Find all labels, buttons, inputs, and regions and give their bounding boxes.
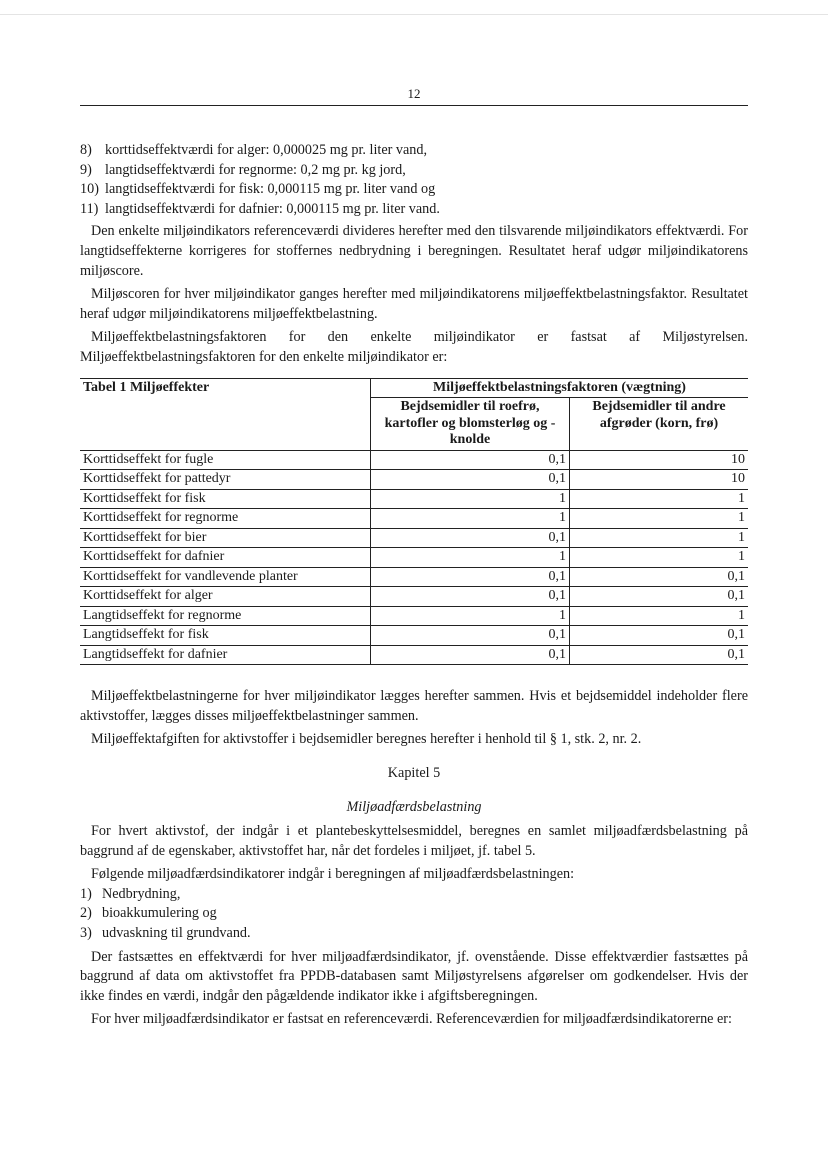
table-row [80, 509, 748, 529]
cell-value: 0,1 [371, 645, 570, 665]
list-number: 8) [80, 142, 92, 158]
list-item [80, 885, 748, 905]
cell-value: 0,1 [371, 528, 570, 548]
list-text: langtidseffektværdi for fisk: 0,000115 mg pr. liter vand og [105, 181, 436, 198]
row-label: Korttidseffekt for fugle [80, 450, 371, 470]
table-row [80, 606, 748, 626]
cell-value: 1 [371, 606, 570, 626]
table-row [80, 470, 748, 490]
table-title: Tabel 1 Miljøeffekter [80, 378, 371, 450]
list-item [80, 924, 748, 944]
cell-value: 1 [570, 548, 749, 568]
cell-value: 1 [371, 489, 570, 509]
row-label: Korttidseffekt for pattedyr [80, 470, 371, 490]
list-text: langtidseffektværdi for regnorme: 0,2 mg pr. kg jord, [105, 161, 406, 178]
row-label: Korttidseffekt for fisk [80, 489, 371, 509]
cell-value: 0,1 [371, 626, 570, 646]
page-number: 12 [407, 86, 421, 101]
list-number: 3) [80, 924, 92, 941]
chapter-heading: Kapitel 5 [387, 764, 441, 781]
paragraph: Miljøeffektafgiften for aktivstoffer i bejdsemidler beregnes herefter i henhold til § 1, stk. 2, nr. 2. [91, 731, 642, 748]
row-label: Korttidseffekt for regnorme [80, 509, 371, 529]
list-text: Nedbrydning, [102, 885, 181, 902]
cell-value: 1 [570, 509, 749, 529]
list-item [80, 180, 748, 200]
cell-value: 10 [570, 450, 749, 470]
row-label: Korttidseffekt for bier [80, 528, 371, 548]
list-text: udvaskning til grundvand. [102, 924, 251, 941]
cell-value: 1 [371, 548, 570, 568]
paragraph: Følgende miljøadfærdsindikatorer indgår i beregningen af miljøadfærdsbelastningen: [91, 866, 575, 883]
table-row [80, 567, 748, 587]
cell-value: 0,1 [570, 626, 749, 646]
cell-value: 0,1 [371, 450, 570, 470]
table-row [80, 587, 748, 607]
row-label: Korttidseffekt for dafnier [80, 548, 371, 568]
row-label: Langtidseffekt for regnorme [80, 606, 371, 626]
list-text: korttidseffektværdi for alger: 0,000025 mg pr. liter vand, [105, 142, 428, 158]
page-body [80, 141, 748, 1030]
column-header: Bejdsemidler til roefrø, kartofler og blomsterløg og -knolde [371, 398, 570, 451]
list-item [80, 141, 748, 161]
table-row [80, 626, 748, 646]
paragraph: Den enkelte miljøindikators referenceværdi divideres herefter med den tilsvarende miljøindikators effektværdi. For langtidseffekterne korrigeres for stoffernes nedbrydning i beregningen. Resultatet heraf udgør miljøindikatorens miljøscore. [80, 223, 748, 279]
spacer [80, 665, 748, 687]
cell-value: 10 [570, 470, 749, 490]
list-text: bioakkumulering og [102, 905, 217, 922]
paragraph: Miljøeffektbelastningerne for hver miljøindikator lægges herefter sammen. Hvis et bejdsemiddel indeholder flere aktivstoffer, lægges disses miljøeffektbelastninger sammen. [80, 688, 748, 724]
list-item [80, 161, 748, 181]
cell-value: 1 [570, 528, 749, 548]
cell-value: 0,1 [371, 587, 570, 607]
list-number: 9) [80, 161, 92, 178]
list-text: langtidseffektværdi for dafnier: 0,000115 mg pr. liter vand. [105, 200, 440, 217]
paragraph: Miljøscoren for hver miljøindikator ganges herefter med miljøindikatorens miljøeffektbelastningsfaktor. Resultatet heraf udgør miljøindikatorens miljøeffektbelastning. [80, 286, 748, 322]
header-rule [80, 105, 748, 106]
table-row [80, 645, 748, 665]
row-label: Korttidseffekt for vandlevende planter [80, 567, 371, 587]
table-group-header: Miljøeffektbelastningsfaktoren (vægtning) [371, 378, 749, 398]
numbered-list-top [80, 141, 748, 219]
paragraph: Der fastsættes en effektværdi for hver miljøadfærdsindikator, jf. ovenstående. Disse effektværdier fastsættes på baggrund af data om aktivstoffet fra PPDB-databasen samt Miljøstyrelsens afgørelser om godkendelser. Hvis der ikke findes en værdi, indgår den pågældende indikator ikke i afgiftsberegningen. [80, 948, 748, 1004]
paragraph: For hvert aktivstof, der indgår i et plantebeskyttelsesmiddel, beregnes en samlet miljøadfærdsbelastning på baggrund af de egenskaber, aktivstoffet har, når det fordeles i miljøet, jf. tabel 5. [80, 823, 748, 859]
column-header: Bejdsemidler til andre afgrøder (korn, frø) [592, 399, 726, 431]
list-number: 1) [80, 885, 92, 902]
paragraph: Miljøeffektbelastningsfaktoren for den enkelte miljøindikator er fastsat af Miljøstyrelsen. Miljøeffektbelastningsfaktoren for den enkelte miljøindikator er: [80, 329, 748, 365]
table-row [80, 489, 748, 509]
cell-value: 1 [570, 489, 749, 509]
cell-value: 0,1 [570, 645, 749, 665]
cell-value: 0,1 [371, 470, 570, 490]
list-item [80, 904, 748, 924]
section-subtitle: Miljøadfærdsbelastning [346, 799, 482, 816]
list-number: 11) [80, 200, 99, 217]
top-edge-line [0, 14, 828, 15]
paragraph: For hver miljøadfærdsindikator er fastsat en referenceværdi. Referenceværdien for miljøadfærdsindikatorerne er: [91, 1011, 732, 1028]
list-number: 2) [80, 905, 92, 922]
cell-value: 1 [570, 606, 749, 626]
list-number: 10) [80, 181, 99, 198]
row-label: Langtidseffekt for dafnier [80, 645, 371, 665]
cell-value: 1 [371, 509, 570, 529]
row-label: Langtidseffekt for fisk [80, 626, 371, 646]
numbered-list-ch5 [80, 885, 748, 944]
list-item [80, 200, 748, 220]
row-label: Korttidseffekt for alger [80, 587, 371, 607]
effects-table [80, 378, 748, 666]
table-row [80, 548, 748, 568]
table-row [80, 450, 748, 470]
table-row [80, 528, 748, 548]
table-header-row [80, 378, 748, 398]
cell-value: 0,1 [570, 587, 749, 607]
cell-value: 0,1 [371, 567, 570, 587]
cell-value: 0,1 [570, 567, 749, 587]
